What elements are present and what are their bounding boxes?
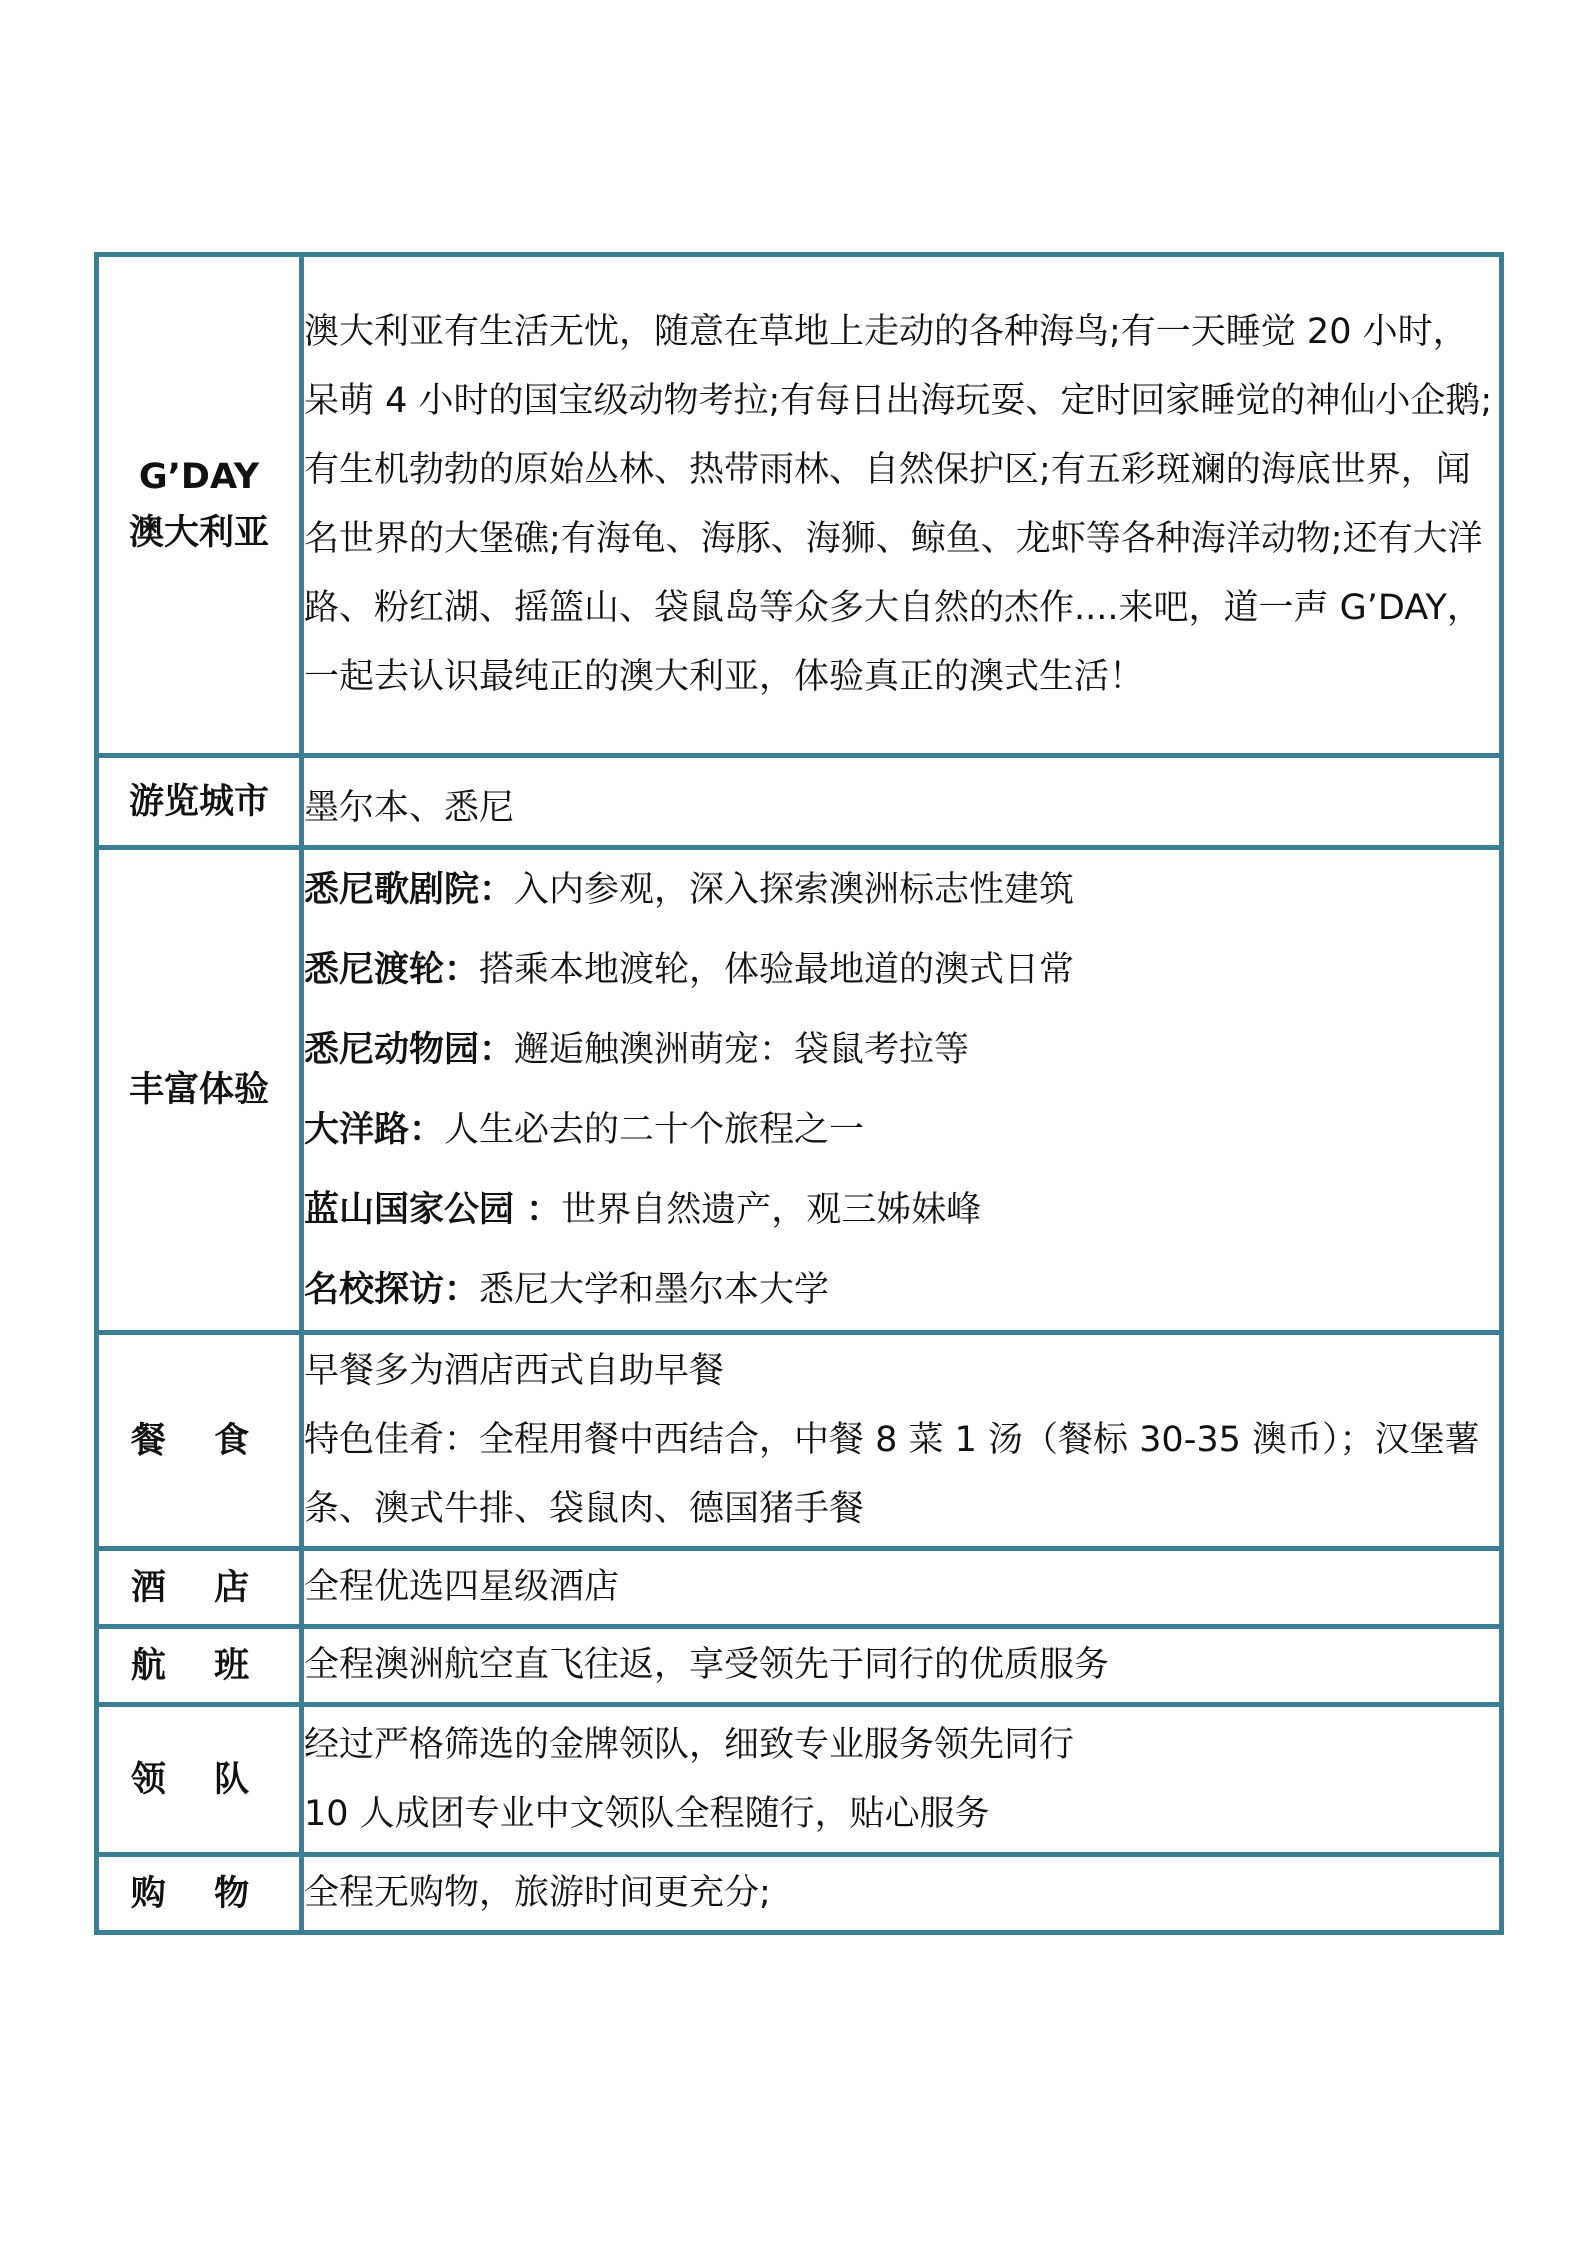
row-shopping <box>97 1855 1502 1933</box>
content-cities <box>302 756 1502 848</box>
label-australia: 澳大利亚 <box>128 513 269 553</box>
experience-desc: 搭乘本地渡轮，体验最地道的澳式日常 <box>479 950 1075 990</box>
experience-item <box>304 930 1499 1010</box>
row-leader <box>97 1705 1502 1855</box>
experience-desc: 邂逅触澳洲萌宠：袋鼠考拉等 <box>514 1030 970 1070</box>
experience-desc: 入内参观，深入探索澳洲标志性建筑 <box>514 870 1075 910</box>
label-cell-intro <box>97 255 302 756</box>
row-flight <box>97 1627 1502 1705</box>
experience-desc: 世界自然遗产，观三姊妹峰 <box>561 1190 982 1230</box>
label-gday: G’DAY <box>138 457 260 497</box>
experience-title: 名校探访： <box>304 1270 480 1310</box>
content-meals <box>302 1333 1502 1549</box>
row-experience <box>97 848 1502 1333</box>
label-cities: 游览城市 <box>97 756 302 848</box>
intro-paragraph: 澳大利亚有生活无忧，随意在草地上走动的各种海鸟;有一天睡觉 20 小时，呆萌 4 小时的国宝级动物考拉;有每日出海玩耍、定时回家睡觉的神仙小企鹅;有生机勃勃的原始丛林、热带雨林、自然保护区;有五彩斑斓的海底世界，闻名世界的大堡礁;有海龟、海豚、海狮、鲸鱼、龙虾等各种海洋动物;还有大洋路、粉红湖、摇篮山、袋鼠岛等众多大自然的杰作....来吧，道一声 G’DAY，一起去认识最纯正的澳大利亚，体验真正的澳式生活！ <box>304 312 1493 697</box>
content-cell-intro <box>302 255 1502 756</box>
leader-line-1: 经过严格筛选的金牌领队，细致专业服务领先同行 <box>304 1724 1075 1765</box>
itinerary-table <box>94 252 1504 1935</box>
experience-title: 蓝山国家公园 ： <box>304 1190 562 1230</box>
experience-title: 悉尼歌剧院： <box>304 870 515 910</box>
row-hotel <box>97 1549 1502 1627</box>
label-shopping: 购 物 <box>97 1855 302 1933</box>
experience-desc: 悉尼大学和墨尔本大学 <box>479 1270 830 1310</box>
content-hotel <box>302 1549 1502 1627</box>
experience-title: 大洋路： <box>304 1110 445 1150</box>
label-hotel: 酒 店 <box>97 1549 302 1627</box>
experience-title: 悉尼渡轮： <box>304 950 480 990</box>
cities-text: 墨尔本、悉尼 <box>304 788 515 828</box>
shopping-text: 全程无购物，旅游时间更充分; <box>304 1873 771 1913</box>
hotel-text: 全程优选四星级酒店 <box>304 1567 620 1607</box>
leader-line-2: 10 人成团专业中文领队全程随行，贴心服务 <box>304 1793 990 1834</box>
label-flight: 航 班 <box>97 1627 302 1705</box>
experience-item <box>304 1090 1499 1170</box>
row-cities <box>97 756 1502 848</box>
meals-line-1: 早餐多为酒店西式自助早餐 <box>304 1351 725 1391</box>
content-flight <box>302 1627 1502 1705</box>
row-intro <box>97 255 1502 756</box>
content-shopping <box>302 1855 1502 1933</box>
experience-desc: 人生必去的二十个旅程之一 <box>444 1110 865 1150</box>
experience-item <box>304 1170 1499 1250</box>
content-experience <box>302 848 1502 1333</box>
label-leader: 领 队 <box>97 1705 302 1855</box>
row-meals <box>97 1333 1502 1549</box>
experience-title: 悉尼动物园： <box>304 1030 515 1070</box>
experience-item <box>304 1250 1499 1330</box>
label-meals: 餐 食 <box>97 1333 302 1549</box>
label-experience: 丰富体验 <box>97 848 302 1333</box>
experience-item <box>304 1010 1499 1090</box>
meals-line-2: 特色佳肴：全程用餐中西结合，中餐 8 菜 1 汤（餐标 30-35 澳币）；汉堡薯条、澳式牛排、袋鼠肉、德国猪手餐 <box>304 1420 1480 1529</box>
experience-item <box>304 850 1499 930</box>
content-leader <box>302 1705 1502 1855</box>
flight-text: 全程澳洲航空直飞往返，享受领先于同行的优质服务 <box>304 1645 1110 1685</box>
